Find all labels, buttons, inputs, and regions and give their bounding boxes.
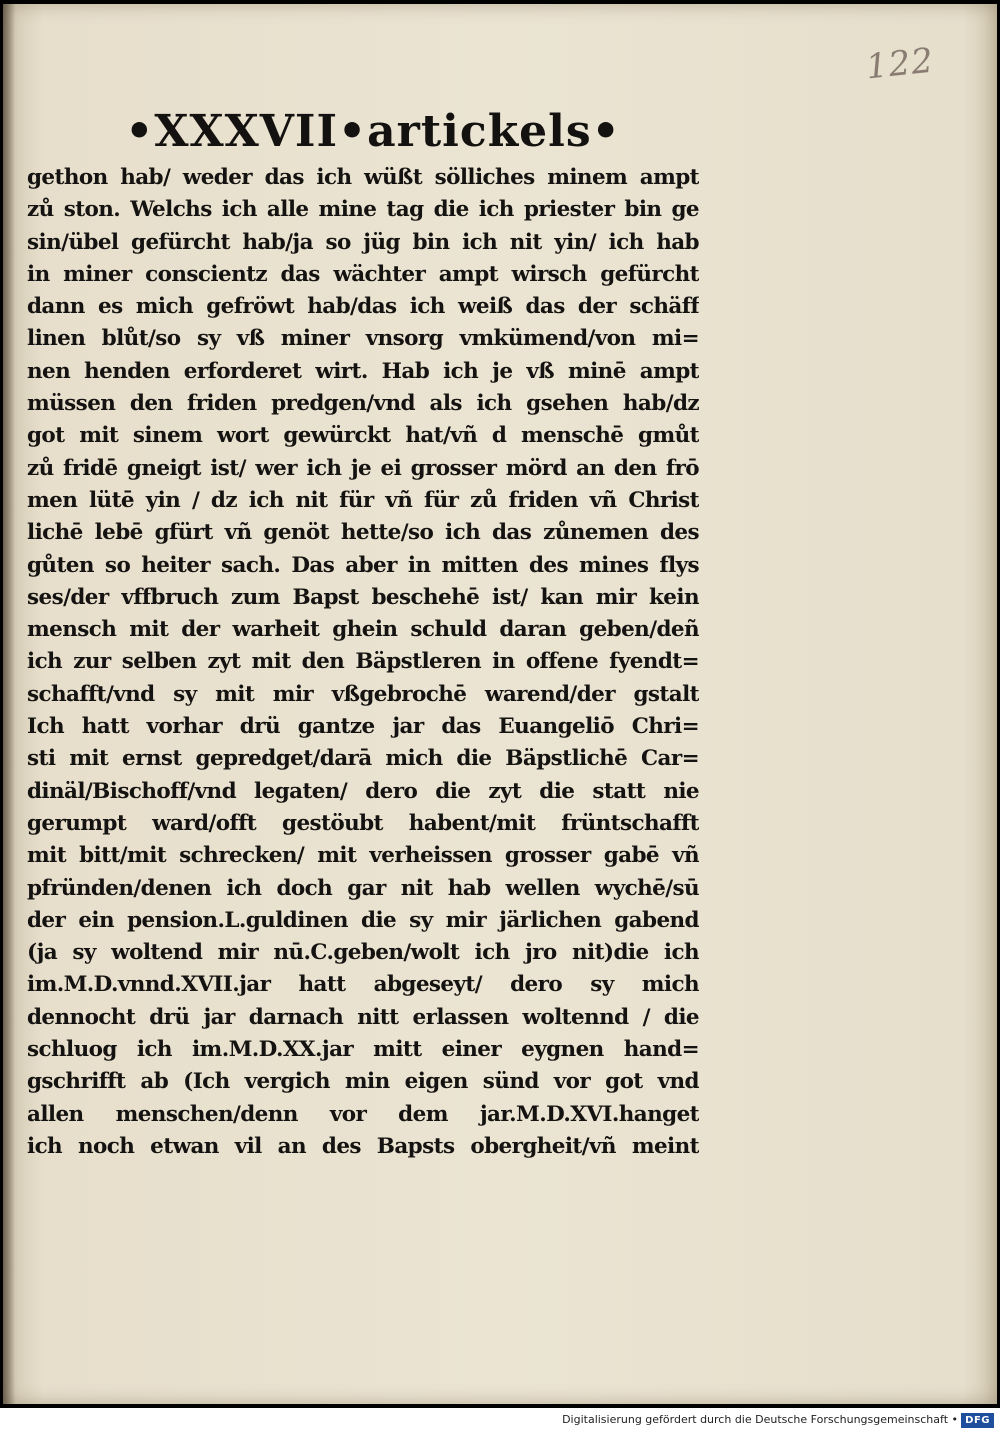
text-line: im.M.D.vnnd.XVII.jar hatt abgeseyt/ dero sy mich: [27, 972, 699, 998]
text-line: der ein pension.L.guldinen die sy mir järlichen gabend: [27, 907, 699, 933]
text-line: mit bitt/mit schrecken/ mit verheissen grosser gabē vñ: [27, 843, 699, 869]
text-line: lichē lebē gfürt vñ genöt hette/so ich das zůnemen des: [27, 520, 699, 546]
text-line: ses/der vffbruch zum Bapst beschehē ist/ kan mir kein: [27, 584, 699, 610]
text-line: zů fridē gneigt ist/ wer ich je ei grosser mörd an den frō: [27, 455, 699, 481]
text-line: dann es mich gefröwt hab/das ich weiß das der schäff: [27, 294, 699, 320]
text-line: ich noch etwan vil an des Bapsts obergheit/vñ meint: [27, 1133, 699, 1159]
text-line: nen henden erforderet wirt. Hab ich je vß minē ampt: [27, 358, 699, 384]
text-line: gůten so heiter sach. Das aber in mitten des mines flys: [27, 552, 699, 578]
text-line: linen blůt/so sy vß miner vnsorg vmkümend/von mi=: [27, 326, 699, 352]
text-line: got mit sinem wort gewürckt hat/vñ d menschē gmůt: [27, 423, 699, 449]
page-heading: •XXXVII•artickels•: [125, 106, 621, 157]
footer-bar: [0, 1408, 1000, 1434]
text-line: men lütē yin / dz ich nit für vñ für zů friden vñ Christ: [27, 487, 699, 513]
text-line: dennocht drü jar darnach nitt erlassen woltennd / die: [27, 1004, 699, 1030]
text-line: schafft/vnd sy mit mir vßgebrochē warend/der gstalt: [27, 681, 699, 707]
text-line: gerumpt ward/offt gestöubt habent/mit früntschafft: [27, 810, 699, 836]
text-line: sti mit ernst gepredget/darā mich die Bäpstlichē Car=: [27, 746, 699, 772]
text-line: pfründen/denen ich doch gar nit hab wellen wychē/sū: [27, 875, 699, 901]
text-line: gschrifft ab (Ich vergich min eigen sünd vor got vnd: [27, 1069, 699, 1095]
text-line: müssen den friden predgen/vnd als ich gsehen hab/dz: [27, 391, 699, 417]
text-line: dinäl/Bischoff/vnd legaten/ dero die zyt die statt nie: [27, 778, 699, 804]
text-line: (ja sy woltend mir nū.C.geben/wolt ich jro nit)die ich: [27, 940, 699, 966]
text-line: gethon hab/ weder das ich wüßt sölliches minem ampt: [27, 165, 699, 190]
text-line: allen menschen/denn vor dem jar.M.D.XVI.hanget: [27, 1101, 699, 1127]
text-line: sin/übel gefürcht hab/ja so jüg bin ich nit yin/ ich hab: [27, 229, 699, 255]
text-line: mensch mit der warheit ghein schuld daran geben/deñ: [27, 617, 699, 643]
body-text-block: [27, 162, 699, 1163]
book-page: [3, 4, 997, 1404]
text-line: zů ston. Welchs ich alle mine tag die ich priester bin ge: [27, 197, 699, 223]
text-line: ich zur selben zyt mit den Bäpstleren in offene fyendt=: [27, 649, 699, 675]
text-line: Ich hatt vorhar drü gantze jar das Euangeliō Chri=: [27, 714, 699, 740]
folio-number: 122: [864, 40, 936, 88]
funding-credit: Digitalisierung gefördert durch die Deutsche Forschungsgemeinschaft •: [562, 1413, 958, 1426]
text-line: schluog ich im.M.D.XX.jar mitt einer eygnen hand=: [27, 1037, 699, 1063]
dfg-logo: DFG: [961, 1413, 994, 1428]
text-line: in miner conscientz das wächter ampt wirsch gefürcht: [27, 261, 699, 287]
